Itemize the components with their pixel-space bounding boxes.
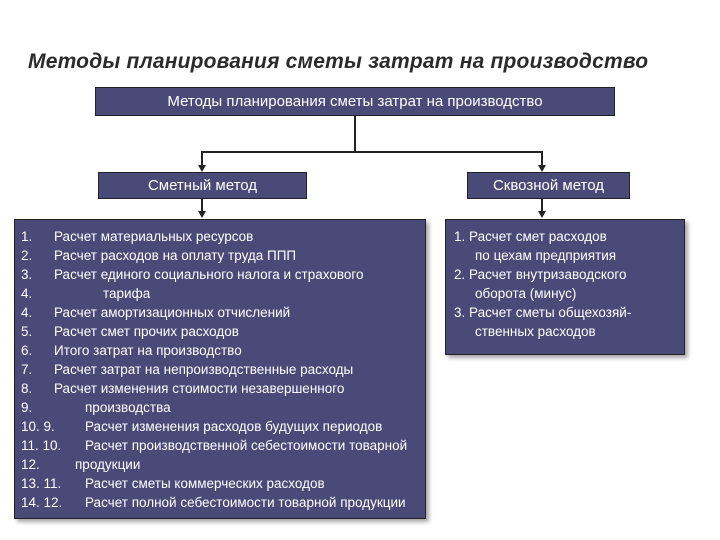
connector-line: [201, 151, 203, 166]
item-text: Расчет изменения стоимости незавершенного: [54, 381, 345, 396]
through-method-list: [445, 219, 685, 355]
item-text: Расчет смет прочих расходов: [54, 324, 239, 339]
list-item: [21, 493, 425, 512]
list-item: [21, 398, 425, 417]
item-number: 14. 12.: [21, 495, 63, 510]
item-text: Расчет затрат на непроизводственные расходы: [54, 362, 354, 377]
item-number: 13. 11.: [21, 476, 62, 491]
item-number: 9.: [21, 400, 33, 415]
list-item: [21, 303, 425, 322]
item-text: Расчет расходов на оплату труда ППП: [54, 248, 297, 263]
through-method-box: Сквозной метод: [467, 172, 630, 199]
item-line: 3. Расчет сметы общехозяй-: [454, 305, 632, 320]
list-item: [21, 417, 425, 436]
list-item: [21, 341, 425, 360]
item-number: 4.: [21, 305, 33, 320]
connector-line: [541, 151, 543, 166]
list-item: [21, 246, 425, 265]
list-item: [21, 284, 425, 303]
item-number: 6.: [21, 343, 33, 358]
item-number: 4.: [21, 286, 33, 301]
item-number: 2.: [21, 248, 33, 263]
item-text: Расчет полной себестоимости товарной продукции: [85, 495, 406, 510]
list-item: [21, 227, 425, 246]
list-item: [454, 227, 684, 265]
item-text: Расчет производственной себестоимости товарной: [85, 438, 408, 453]
item-number: 7.: [21, 362, 33, 377]
connector-line: [201, 151, 543, 153]
arrow-head: [198, 211, 206, 218]
list-item: [21, 455, 425, 474]
list-item: [21, 474, 425, 493]
item-line: оборота (минус): [475, 286, 577, 301]
item-number: 12.: [21, 457, 40, 472]
item-text: Расчет амортизационных отчислений: [54, 305, 291, 320]
item-text: Расчет изменения расходов будущих периодов: [85, 419, 383, 434]
item-line: 1. Расчет смет расходов: [454, 229, 607, 244]
connector-line: [354, 116, 356, 152]
list-item: [21, 360, 425, 379]
list-item: [21, 379, 425, 398]
item-line: по цехам предприятия: [475, 248, 617, 263]
top-box: Методы планирования сметы затрат на производство: [95, 87, 615, 116]
item-text: тарифа: [103, 286, 151, 301]
list-item: [21, 265, 425, 284]
list-item: [21, 322, 425, 341]
item-number: 3.: [21, 267, 33, 282]
item-text: продукции: [75, 457, 141, 472]
item-number: 10. 9.: [21, 419, 55, 434]
item-line: 2. Расчет внутризаводского: [454, 267, 627, 282]
arrow-head: [538, 165, 546, 172]
item-line: ственных расходов: [475, 324, 596, 339]
list-item: [454, 303, 684, 341]
item-number: 11. 10.: [21, 438, 62, 453]
list-item: [21, 436, 425, 455]
item-text: Расчет сметы коммерческих расходов: [85, 476, 325, 491]
item-number: 1.: [21, 229, 33, 244]
item-number: 5.: [21, 324, 33, 339]
item-text: Расчет материальных ресурсов: [54, 229, 254, 244]
estimate-method-box: Сметный метод: [98, 172, 307, 199]
item-text: производства: [85, 400, 171, 415]
arrow-head: [198, 165, 206, 172]
estimate-method-list: [14, 219, 426, 519]
list-item: [454, 265, 684, 303]
item-text: Расчет единого социального налога и страхового: [54, 267, 364, 282]
arrow-head: [538, 211, 546, 218]
item-text: Итого затрат на производство: [54, 343, 242, 358]
slide-title: Методы планирования сметы затрат на производство: [28, 50, 649, 73]
item-number: 8.: [21, 381, 33, 396]
